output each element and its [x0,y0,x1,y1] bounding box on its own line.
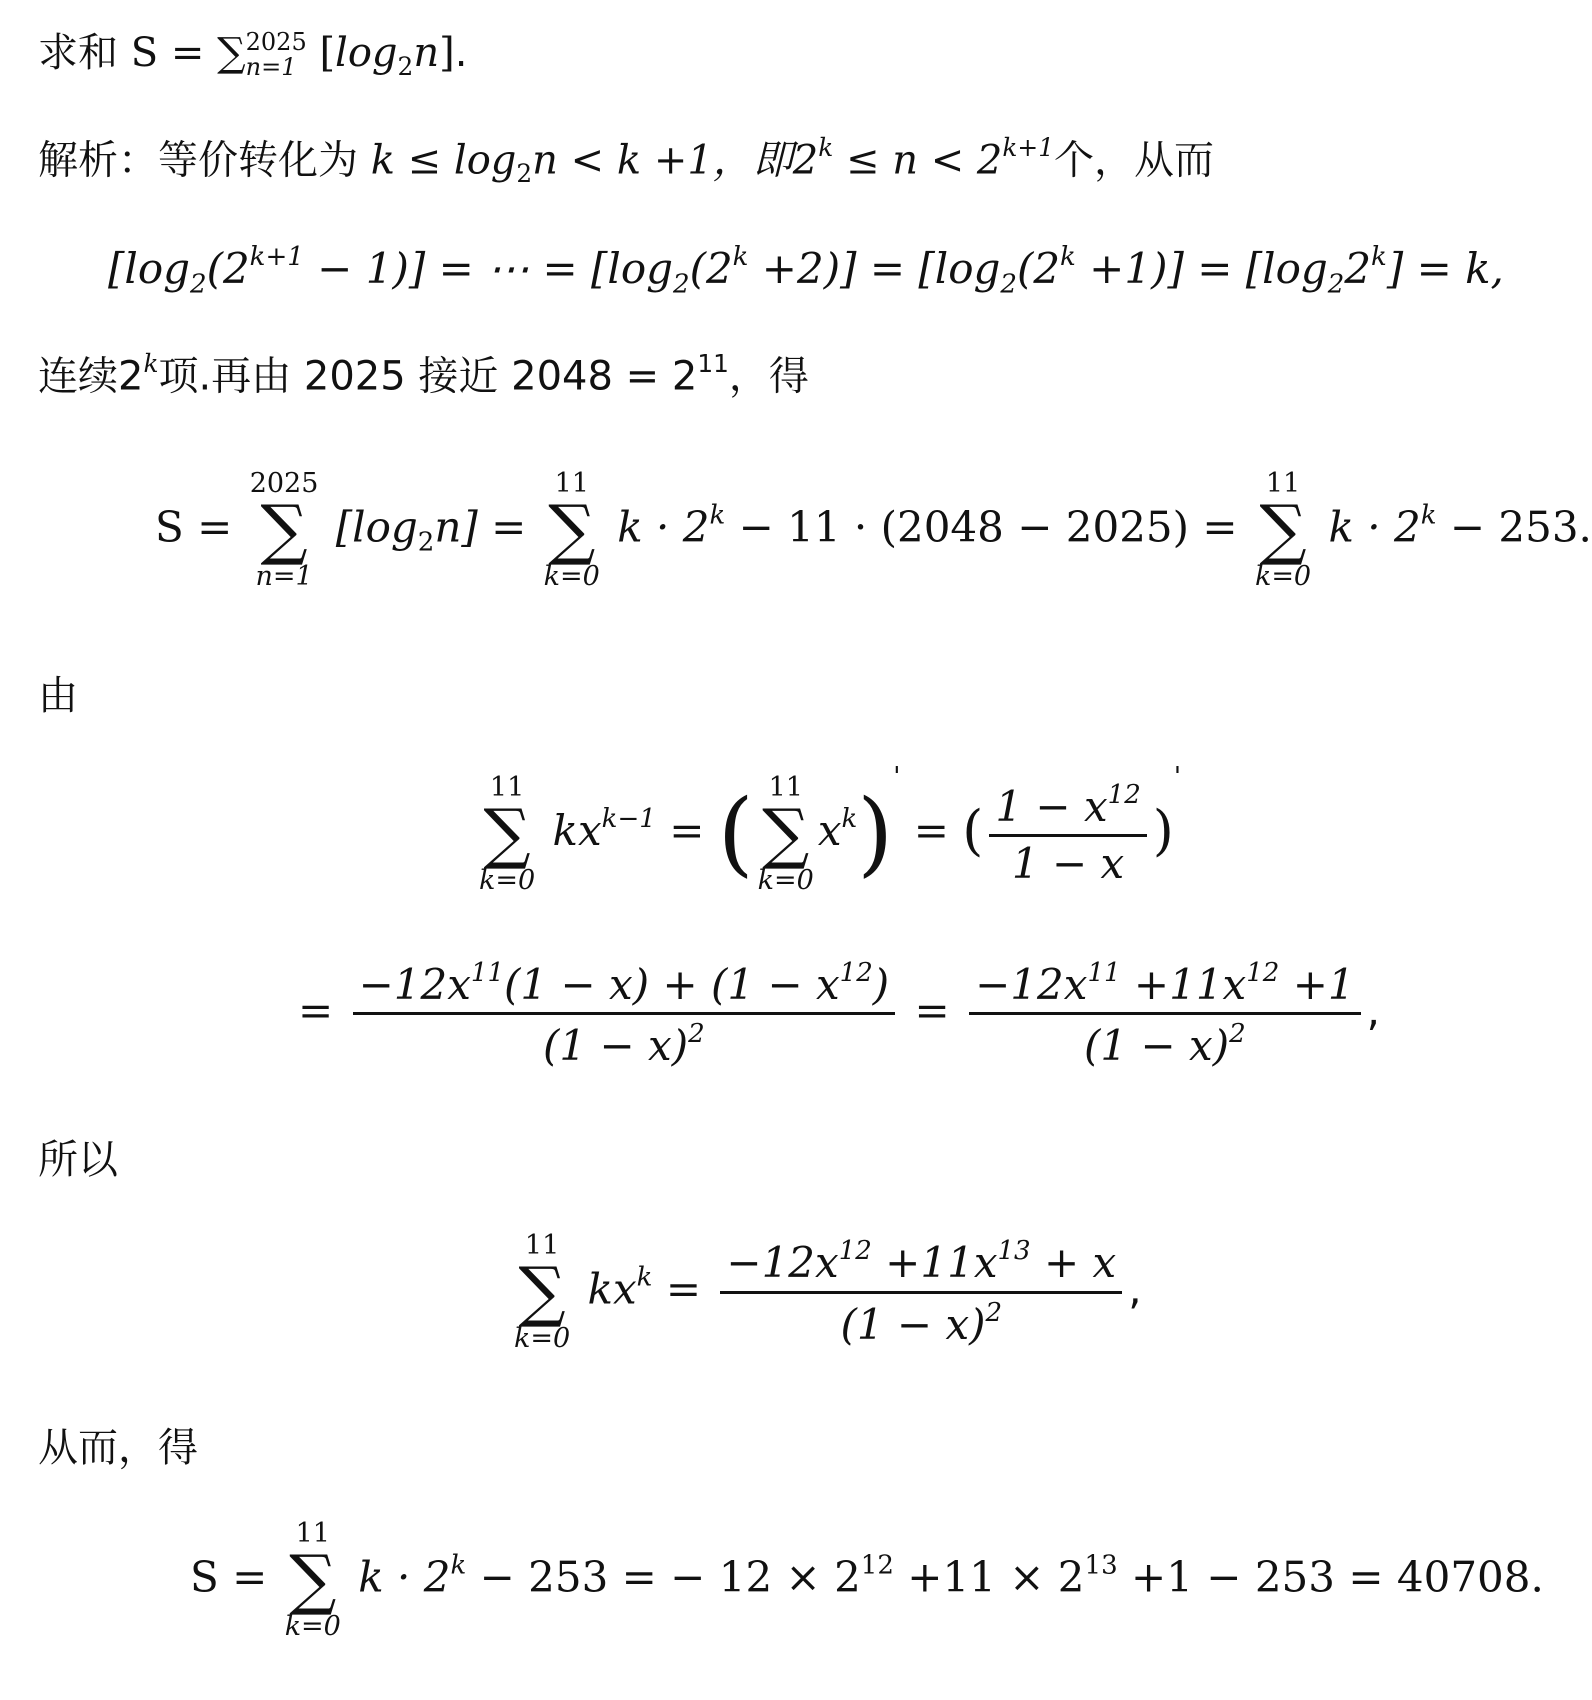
exponent: 11 [1087,958,1121,988]
sum-upper: 11 [768,771,803,803]
exponent: 12 [839,958,873,988]
sum-lower: k=0 [1254,561,1312,592]
sum-operator [250,470,319,590]
consecutive-text-3: ，得 [728,353,809,400]
exponent-11: 11 [697,349,729,378]
inequality-rest: n < k +1，即2 [532,137,819,184]
sum-lower: k=0 [284,1611,341,1642]
fraction-denominator [969,1015,1361,1071]
inequality-mid: ≤ n < 2 [833,137,1003,184]
sigma-glyph: ∑ [260,491,308,568]
exponent-12: 12 [1107,779,1141,810]
sum-upper: 11 [554,468,589,499]
result-part-2: +11 × 2 [893,1552,1085,1602]
analysis-line [38,133,1214,189]
chain-term-3a: (2 [1016,244,1061,294]
sum-lower: n=1 [255,561,313,592]
problem-statement [38,30,467,80]
consecutive-text-2: 项.再由 2025 接近 2048 = 2 [158,353,698,400]
sum-lower: k=0 [479,864,536,896]
sigma-glyph: ∑ [548,491,596,568]
exponent-k: k [1420,500,1437,531]
denominator-text: (1 − x) [840,1299,986,1349]
kx-term: kx [552,806,602,855]
kx-term: kx [587,1264,637,1314]
floor-log: [log [335,502,418,552]
symbol-S: S [130,30,159,77]
problem-lead-text: 求和 [38,30,118,77]
sigma-glyph: ∑ [762,794,810,872]
label-congerde: 从而，得 [38,1425,198,1471]
sum-operator [544,470,600,590]
sum-lower: k=0 [757,864,814,896]
sigma-glyph: ∑ [1259,491,1307,568]
chain-term-1: [log [108,244,190,294]
exponent: k [1060,242,1076,272]
label-suoyi: 所以 [38,1137,118,1183]
floor-open: [ [319,30,336,77]
numerator-mid: +11x [871,1238,998,1288]
sum-upper: 11 [1265,468,1301,499]
paren-close: ) [1152,799,1174,862]
consecutive-line [38,349,809,400]
inequality-part: k ≤ log [370,137,517,184]
sum-lower: k=0 [543,561,600,592]
sigma-glyph: ∑ [483,794,531,872]
fraction-denominator [720,1294,1122,1349]
paren-open: ( [962,799,984,862]
sum-upper: 11 [489,771,525,803]
sum-upper: 11 [295,1518,330,1549]
numerator-mid: +11x [1120,960,1247,1010]
numerator-text: −12x [358,960,471,1010]
exponent-k: k [636,1262,653,1293]
numerator-rest: + x [1030,1238,1117,1288]
chain-term-1a: (2 [206,244,250,294]
denominator-text: (1 − x) [1084,1021,1230,1071]
fraction [989,779,1146,889]
consecutive-text: 连续2 [38,353,144,400]
result-part-1: − 253 = − 12 × 2 [466,1552,861,1602]
exponent-k-plus-1: k+1 [1002,133,1054,162]
derivative-expansion [298,958,1380,1071]
fraction [353,958,896,1071]
numerator-text: −12x [975,960,1088,1010]
analysis-tail-text: 个，从而 [1053,137,1214,184]
exponent: 12 [838,1236,872,1267]
s-sum-equation [155,470,1592,590]
derivative-equation [475,764,1181,894]
fraction-numerator [989,779,1146,837]
fraction-numerator [969,960,1361,1015]
prime-mark: ' [1173,762,1182,792]
numerator-rest: (1 − x) + (1 − x [504,960,840,1010]
chain-term-4a: 2 [1344,244,1372,294]
chain-term-1b: − 1)] = ⋯ = [log [303,244,673,294]
log-base: 2 [190,269,207,300]
kxk-sum-equation [510,1232,1142,1352]
fraction-numerator [720,1238,1122,1293]
sum-symbol: ∑ [217,30,246,77]
exponent: 11 [470,958,505,988]
numerator-text: 1 − x [995,782,1108,832]
equals-sign: = [669,806,705,855]
exponent: k+1 [249,242,304,272]
log-base: 2 [1000,269,1017,300]
sum-lower: n=1 [245,53,297,82]
log-base: 2 [673,269,690,300]
sum-upper: 2025 [249,468,319,499]
period: . [454,30,468,77]
numerator-rest: +1 [1279,960,1355,1010]
equals-sign: = [914,986,950,1036]
term-k-2k: k · 2 [617,502,710,552]
numerator-text: −12x [726,1238,839,1288]
exponent-12: 12 [860,1550,894,1581]
sum-upper: 2025 [245,28,307,56]
log-base: 2 [417,527,435,558]
exponent: 2 [1229,1019,1246,1050]
log-base: 2 [516,159,533,189]
final-result-equation [190,1520,1544,1640]
term-rest: − 11 · (2048 − 2025) = [725,502,1238,552]
exponent-k: k [818,133,834,162]
exponent-k-minus-1: k−1 [601,803,656,834]
chain-term-3b: +1)] = [log [1075,244,1328,294]
label-you: 由 [38,673,78,719]
sum-operator [285,1520,341,1640]
term-k-2k: k · 2 [1328,502,1421,552]
log-base: 2 [397,51,414,81]
log-text: log [335,30,398,77]
denominator-text: (1 − x) [543,1021,689,1071]
chain-term-4b: ] = k, [1386,244,1504,294]
comma: , [1366,986,1380,1036]
chain-term-2a: (2 [689,244,733,294]
sum-upper: 11 [524,1230,560,1261]
term-k-2k: k · 2 [358,1552,451,1602]
exponent-k: k [143,349,159,378]
x-term: x [817,806,842,855]
var-n: n [413,30,440,77]
log-base: 2 [1327,269,1345,300]
numerator-close: ) [872,960,890,1010]
analysis-text: 解析：等价转化为 [38,137,358,184]
sum-limits [246,30,307,80]
chain-term-2b: +2)] = [log [748,244,1001,294]
fraction-denominator: 1 − x [1011,839,1125,889]
sum-lower: k=0 [514,1323,571,1354]
sum-operator [757,771,814,896]
floor-close: ] [439,30,455,77]
sigma-glyph: ∑ [518,1253,566,1330]
prime-mark: ' [893,762,901,792]
equals-sign: = [913,806,949,855]
exponent: k [732,242,749,272]
s-equals: S = [190,1552,268,1602]
sigma-glyph: ∑ [289,1541,337,1618]
exponent-k: k [709,500,726,531]
exponent: 2 [688,1019,705,1050]
equals-sign: = [298,986,334,1036]
fraction-numerator [353,960,896,1015]
exponent: 13 [997,1236,1031,1267]
equals-sign: = [665,1264,702,1314]
floor-chain-equation [108,242,1504,300]
exponent: 2 [985,1297,1003,1328]
equals-sign: = [170,30,205,77]
sum-operator [1255,470,1311,590]
exponent: k [1371,242,1387,272]
comma: , [1128,1264,1142,1314]
s-equals: S = [155,502,233,552]
floor-rest: n] = [434,502,527,552]
result-part-3: +1 − 253 = 40708. [1117,1552,1544,1602]
sum-operator [479,771,536,896]
exponent-k: k [450,1550,467,1581]
fraction [969,958,1361,1071]
fraction [720,1236,1122,1349]
exponent: 12 [1246,958,1280,988]
exponent-k: k [841,803,858,834]
sum-operator [514,1232,570,1352]
fraction-denominator [353,1015,896,1071]
paren-close: ) [857,779,894,887]
paren-open: ( [717,779,754,887]
exponent-13: 13 [1084,1550,1118,1581]
term-rest: − 253. [1436,502,1592,552]
